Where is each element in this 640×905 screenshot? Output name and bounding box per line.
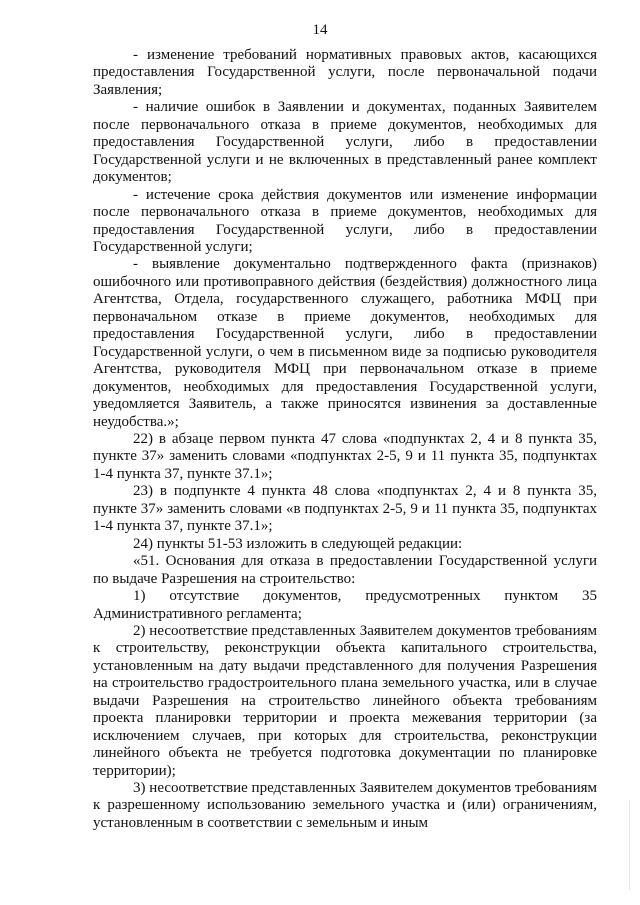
paragraph-item-24: 24) пункты 51-53 изложить в следующей редакции: [133,535,463,552]
paragraph-subitem-1: 1) отсутствие документов, предусмотренных пунктом 35 Административного регламента; [93,588,597,622]
paragraph-item-23: 23) в подпункте 4 пункта 48 слова «подпунктах 2, 4 и 8 пункта 35, пункте 37» заменить словами «в подпунктах 2-5, 9 и 11 пункта 35, подпунктах 1-4 пункта 37, пункте 37.1»; [93,483,597,535]
paragraph-subitem-3: 3) несоответствие представленных Заявителем документов требованиям к разрешенному использованию земельного участка и (или) ограничениям, установленным в соответствии с земельным и иным [93,780,597,831]
paragraph-item-22: 22) в абзаце первом пункта 47 слова «подпунктах 2, 4 и 8 пункта 35, пункте 37» заменить словами «подпунктах 2-5, 9 и 11 пункта 35, подпунктах 1-4 пункта 37, пункте 37.1»; [93,430,597,482]
paragraph-errors-in-application: - наличие ошибок в Заявлении и документах, поданных Заявителем после первоначального отказа в приеме документов, необходимых для предоставления Государственной услуги, либо в предоставлении Государственной услуги и не включенных в представленный ранее комплект документов; [93,99,597,186]
scan-edge-line [629,800,630,890]
paragraph-change-requirements: - изменение требований нормативных правовых актов, касающихся предоставления Государственной услуги, после первоначальной подачи Заявления; [93,47,597,98]
paragraph-subitem-2: 2) несоответствие представленных Заявителем документов требованиям к строительству, реконструкции объекта капитального строительства, установленным на дату выдачи представленного для получения Разрешения на строительство градостроительного плана земельного участка, или в случае выдачи Разрешения на строительство линейного объекта требованиям проекта планировки территории и проекта межевания территории (за исключением случаев, при которых для строительства, реконструкции линейного объекта не требуется подготовка документации по планировке территории); [93,622,597,779]
document-body [93,47,597,832]
page-number: 14 [312,22,328,38]
paragraph-clause-51: «51. Основания для отказа в предоставлении Государственной услуги по выдаче Разрешения на строительство: [93,553,597,587]
paragraph-erroneous-action: - выявление документально подтвержденного факта (признаков) ошибочного или противоправного действия (бездействия) должностного лица Агентства, Отдела, государственного служащего, работника МФЦ при первоначальном отказе в приеме документов, необходимых для предоставления Государственной услуги, либо в предоставлении Государственной услуги, о чем в письменном виде за подписью руководителя Агентства, руководителя МФЦ при первоначальном отказе в приеме документов, необходимых для предоставления Государственной услуги, уведомляется Заявитель, а также приносятся извинения за доставленные неудобства.»; [93,256,597,430]
paragraph-expiry-of-documents: - истечение срока действия документов или изменение информации после первоначального отказа в приеме документов, необходимых для предоставления Государственной услуги, либо в предоставлении Государственной услуги; [93,186,597,255]
